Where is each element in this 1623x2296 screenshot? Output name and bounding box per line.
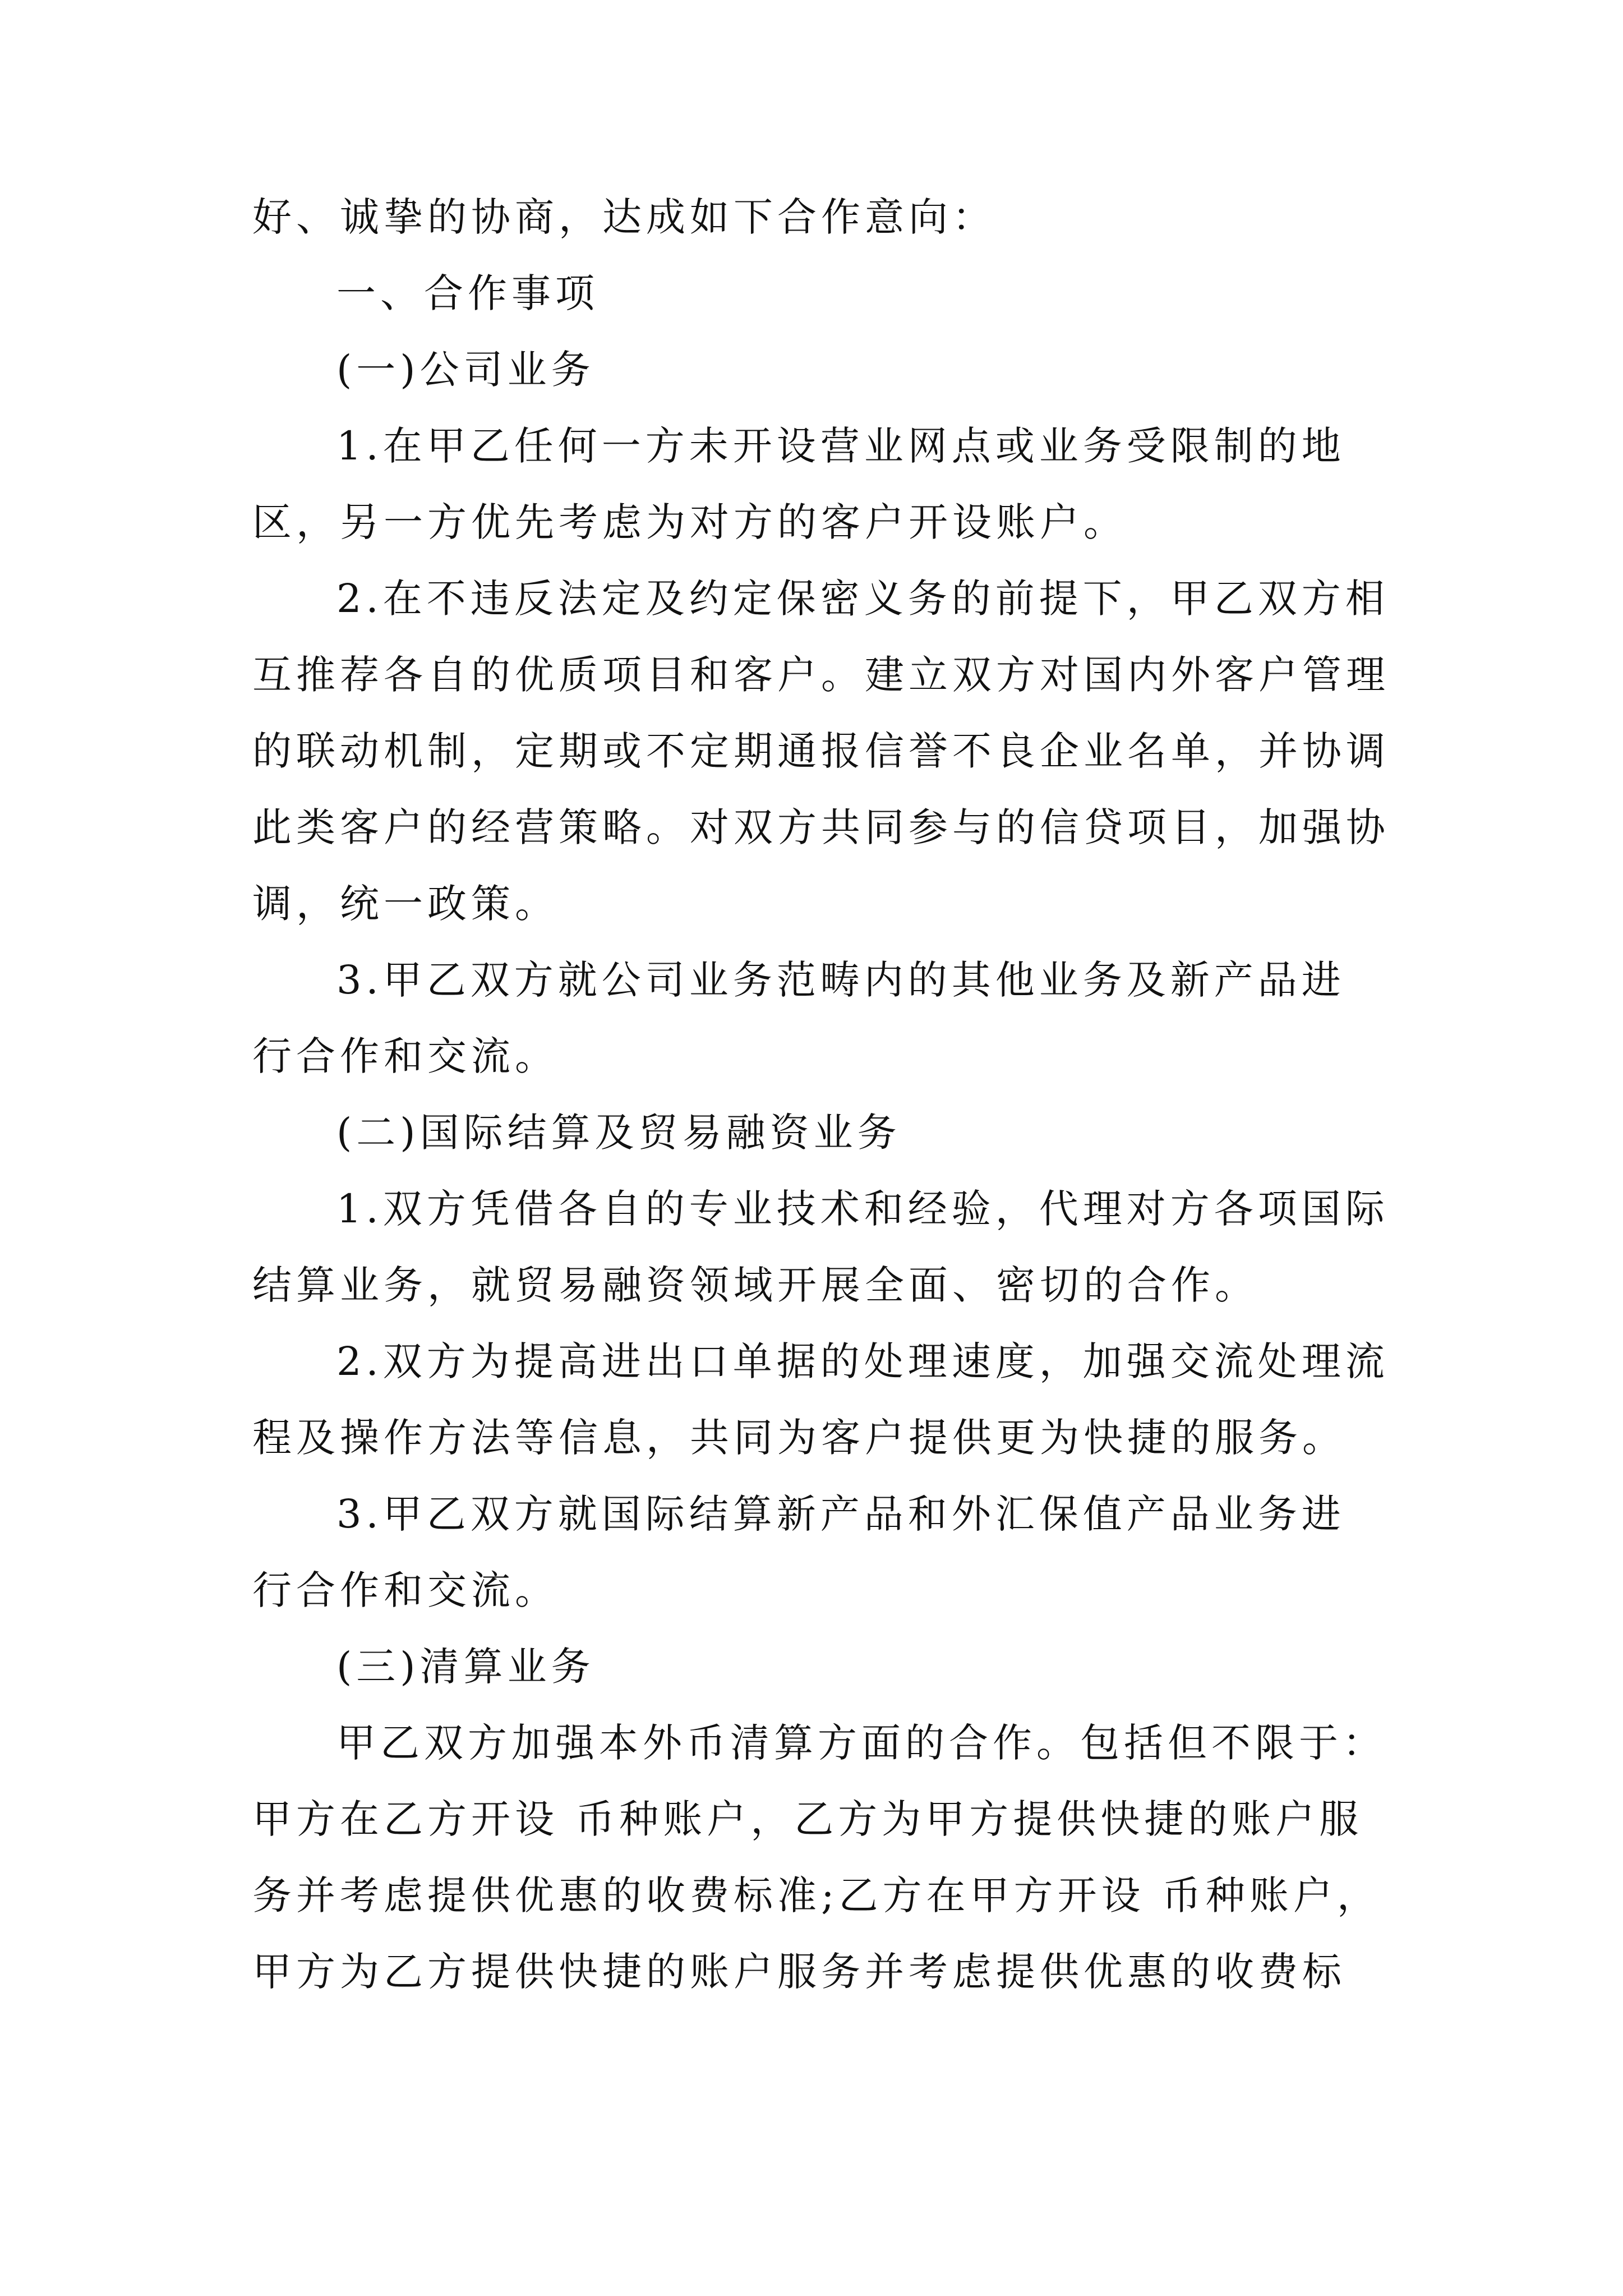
text-line-22: 甲方在乙方开设 币种账户，乙方为甲方提供快捷的账户服 (252, 1796, 1363, 1842)
text-line-7: 互推荐各自的优质项目和客户。建立双方对国内外客户管理 (252, 652, 1390, 698)
text-line-24: 甲方为乙方提供快捷的账户服务并考虑提供优惠的收费标 (252, 1949, 1346, 1995)
text-line-18: 3.甲乙双方就国际结算新产品和外汇保值产品业务进 (336, 1491, 1345, 1537)
text-line-6: 2.在不违反法定及约定保密义务的前提下，甲乙双方相 (336, 576, 1389, 622)
text-line-14: 1.双方凭借各自的专业技术和经验，代理对方各项国际 (336, 1186, 1389, 1232)
text-line-17: 程及操作方法等信息，共同为客户提供更为快捷的服务。 (252, 1415, 1346, 1461)
text-line-1: 好、诚挚的协商，达成如下合作意向： (252, 194, 996, 240)
text-line-12: 行合作和交流。 (252, 1033, 559, 1079)
text-line-21: 甲乙双方加强本外币清算方面的合作。包括但不限于： (336, 1720, 1386, 1766)
text-line-23: 务并考虑提供优惠的收费标准;乙方在甲方开设 币种账户， (252, 1872, 1381, 1918)
text-line-16: 2.双方为提高进出口单据的处理速度，加强交流处理流 (336, 1338, 1389, 1384)
subsection-heading-settlement: (二)国际结算及贸易融资业务 (336, 1110, 901, 1156)
text-line-11: 3.甲乙双方就公司业务范畴内的其他业务及新产品进 (336, 957, 1345, 1003)
subsection-heading-corporate: (一)公司业务 (336, 347, 595, 393)
text-line-4: 1.在甲乙任何一方未开设营业网点或业务受限制的地 (336, 423, 1345, 469)
section-heading-cooperation: 一、合作事项 (336, 270, 599, 316)
text-line-15: 结算业务，就贸易融资领域开展全面、密切的合作。 (252, 1262, 1258, 1308)
text-line-19: 行合作和交流。 (252, 1567, 559, 1613)
subsection-heading-clearing: (三)清算业务 (336, 1644, 595, 1690)
text-line-5: 区，另一方优先考虑为对方的客户开设账户。 (252, 499, 1127, 545)
text-line-10: 调，统一政策。 (252, 881, 559, 927)
text-line-9: 此类客户的经营策略。对双方共同参与的信贷项目，加强协 (252, 804, 1390, 850)
text-line-8: 的联动机制，定期或不定期通报信誉不良企业名单，并协调 (252, 728, 1390, 774)
